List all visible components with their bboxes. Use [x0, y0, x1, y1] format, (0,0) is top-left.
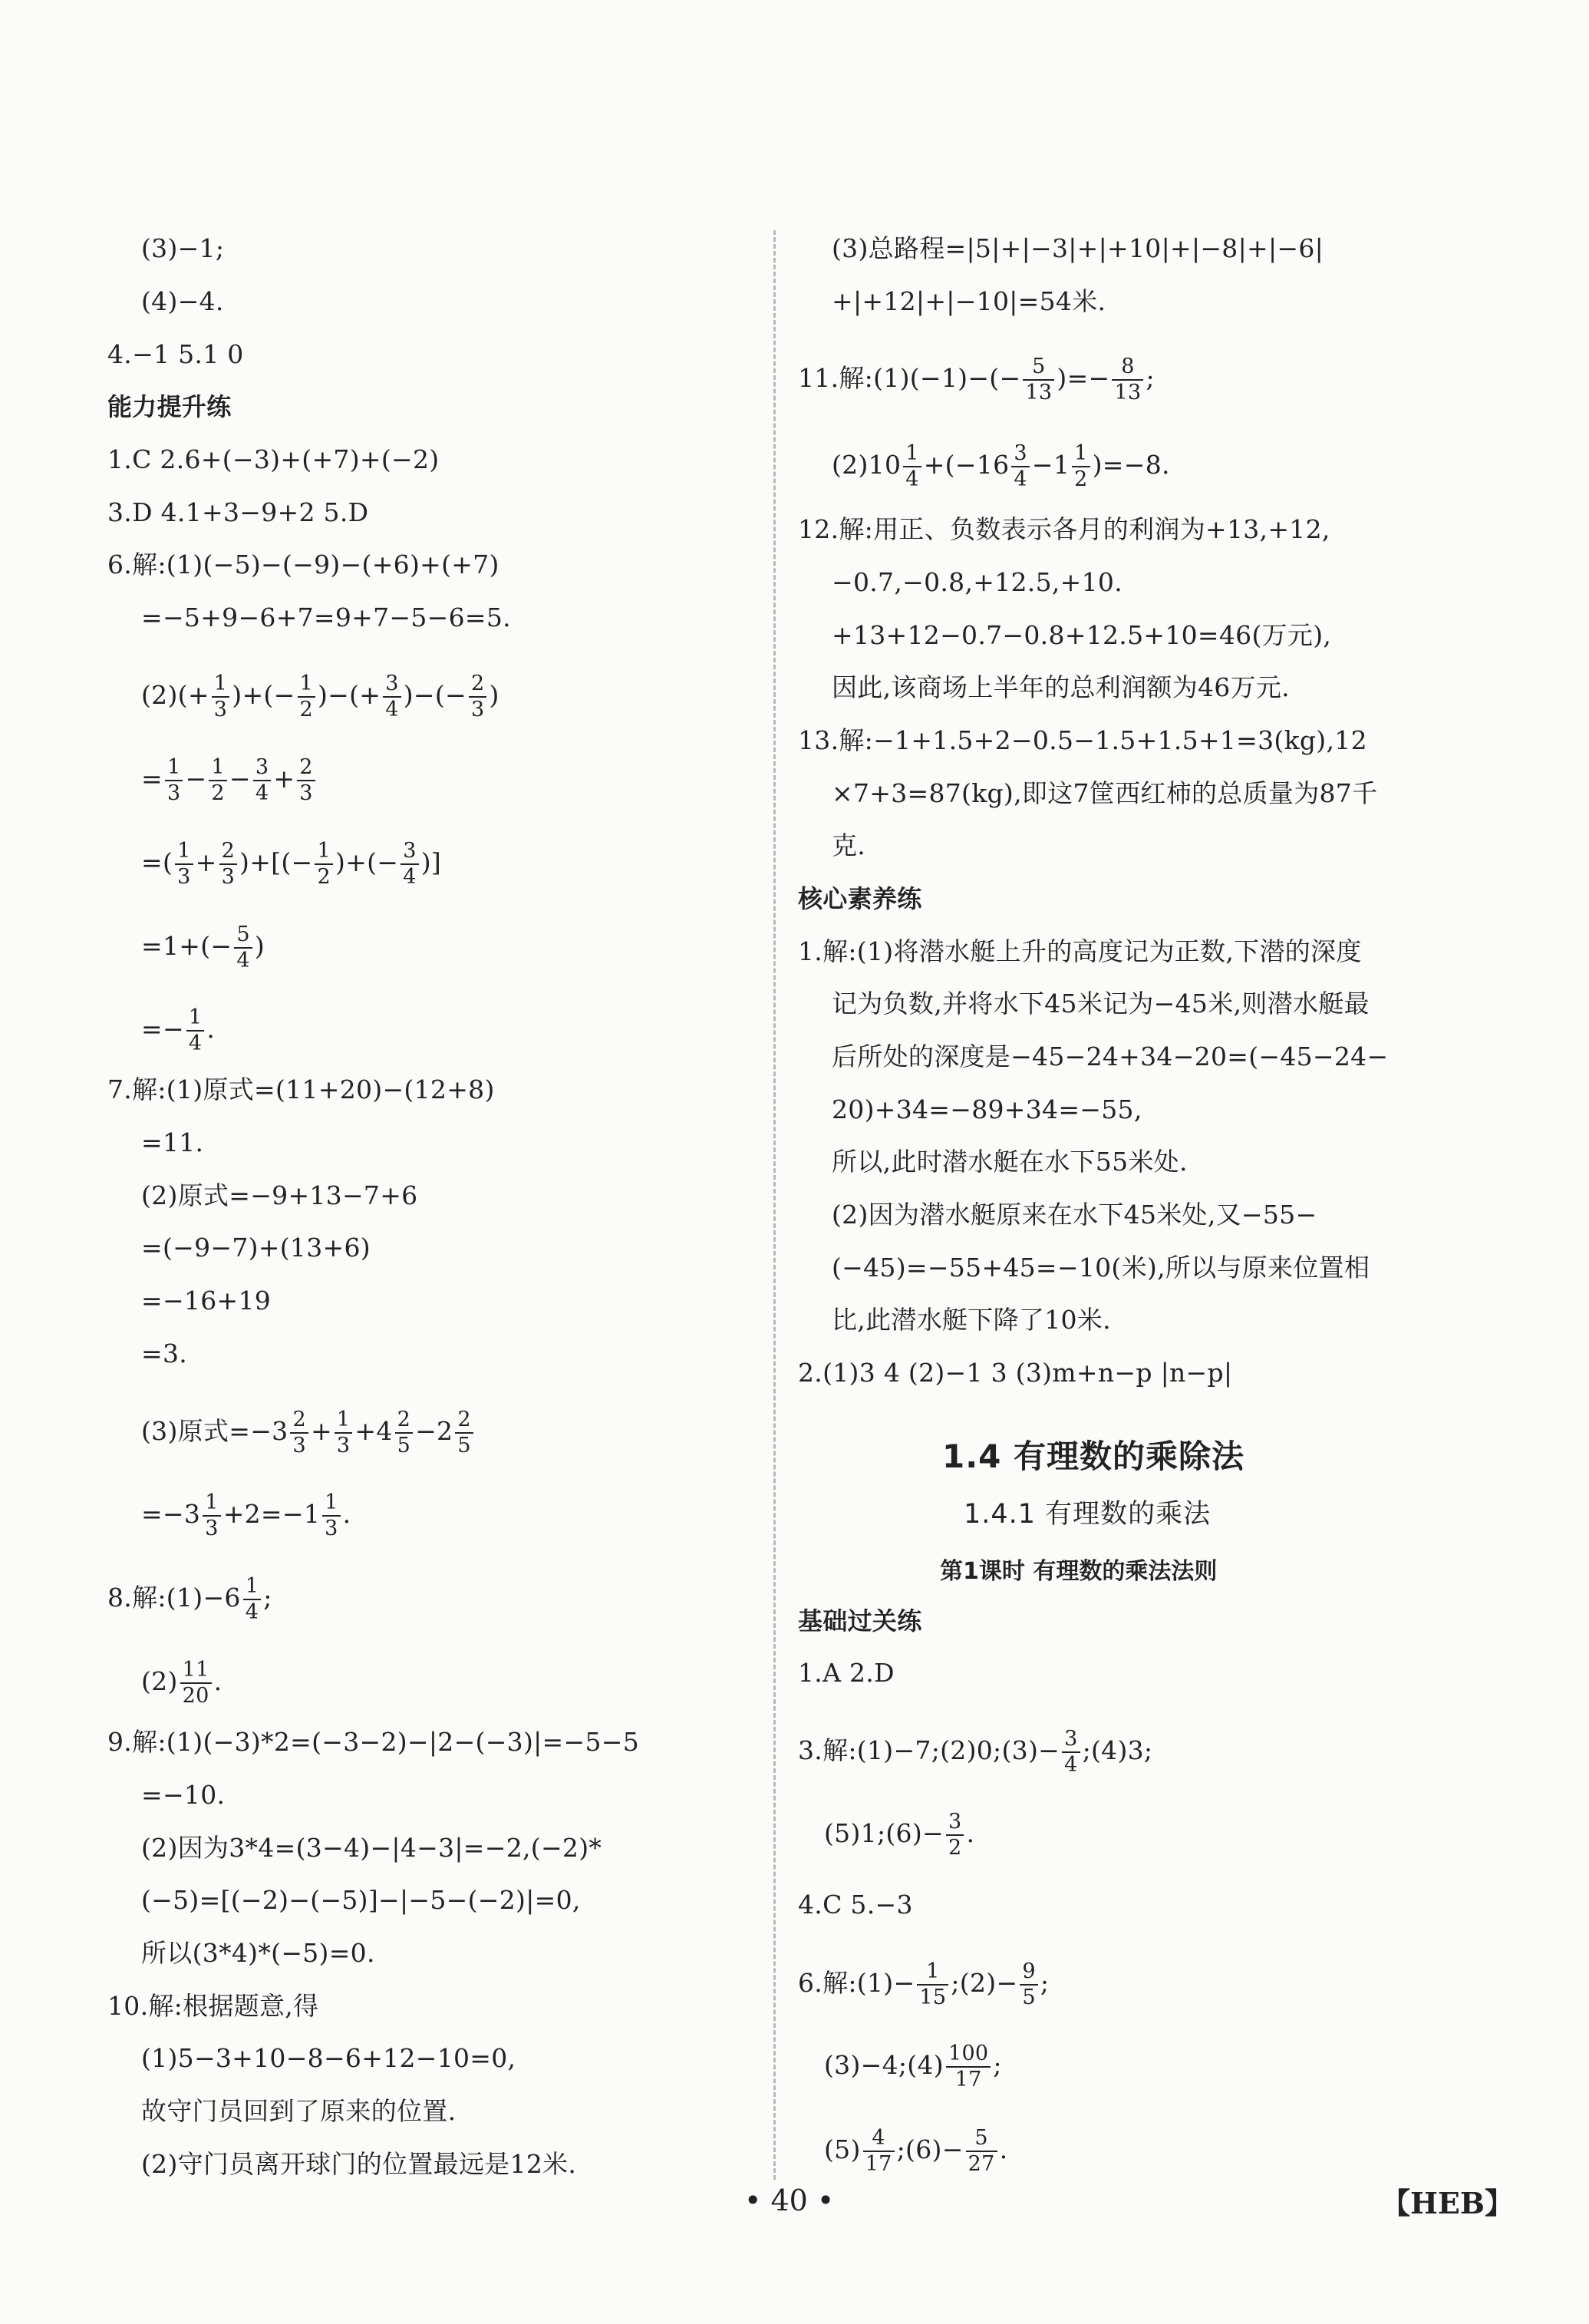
answer-line-fraction	[141, 672, 499, 721]
numerator: 1	[315, 839, 332, 865]
denominator: 3	[205, 1517, 219, 1540]
denominator: 5	[457, 1434, 471, 1457]
denominator: 3	[221, 865, 236, 889]
answer-line-fraction	[824, 1810, 975, 1860]
fraction	[322, 1490, 340, 1541]
answer-line-fraction	[141, 755, 318, 805]
text: −1	[1031, 450, 1070, 480]
text: )+[(−	[239, 847, 313, 877]
lesson-title: 第1课时 有理数的乘法法则	[940, 1558, 1218, 1585]
fraction	[165, 755, 183, 806]
answer-line-fraction	[798, 1959, 1050, 2009]
fraction	[209, 755, 226, 806]
answer-line: 因此,该商场上半年的总利润额为46万元.	[832, 672, 1290, 702]
text: −2	[415, 1416, 453, 1446]
numerator: 1	[243, 1574, 261, 1600]
denominator: 4	[403, 865, 417, 889]
numerator: 1	[903, 441, 921, 467]
answer-line-fraction	[141, 1005, 216, 1055]
text: ;	[993, 2050, 1002, 2080]
denominator: 5	[1022, 1986, 1036, 2009]
text: =	[141, 764, 163, 794]
text: .	[213, 1666, 223, 1696]
text: −	[185, 764, 207, 794]
denominator: 4	[255, 781, 269, 805]
text: .	[342, 1499, 351, 1529]
text: .	[966, 1818, 975, 1848]
text: +(−16	[923, 450, 1010, 480]
denominator: 13	[1114, 381, 1142, 404]
section-title: 1.4 有理数的乘除法	[942, 1438, 1245, 1475]
numerator: 11	[180, 1658, 212, 1684]
numerator: 5	[234, 923, 252, 949]
denominator: 17	[954, 2068, 982, 2091]
text: +2=−1	[223, 1499, 321, 1529]
numerator: 4	[863, 2126, 895, 2152]
answer-line: 1.C 2.6+(−3)+(+7)+(−2)	[107, 444, 440, 474]
section-heading: 能力提升练	[107, 392, 232, 421]
fraction	[917, 1959, 948, 2010]
denominator: 4	[905, 467, 919, 491]
answer-line: 2.(1)3 4 (2)−1 3 (3)m+n−p |n−p|	[798, 1358, 1233, 1388]
denominator: 2	[211, 781, 225, 805]
answer-line-fraction	[141, 1408, 476, 1457]
numerator: 2	[290, 1408, 308, 1434]
answer-line: =11.	[141, 1127, 204, 1157]
denominator: 2	[299, 698, 313, 721]
answer-line-fraction	[141, 839, 442, 889]
fraction	[234, 923, 252, 973]
fraction	[180, 1658, 212, 1708]
fraction	[383, 672, 401, 722]
text: (3)−4;(4)	[824, 2050, 944, 2080]
answer-line: =−16+19	[141, 1286, 272, 1316]
numerator: 5	[1023, 355, 1054, 381]
numerator: 2	[469, 672, 486, 698]
answer-line: 所以,此时潜水艇在水下55米处.	[832, 1147, 1188, 1177]
answer-line: 故守门员回到了原来的位置.	[141, 2096, 457, 2126]
numerator: 2	[455, 1408, 473, 1434]
answer-line: +|+12|+|−10|=54米.	[832, 286, 1106, 316]
text: (2)(+	[141, 680, 209, 710]
answer-line: 所以(3*4)*(−5)=0.	[141, 1938, 375, 1968]
page-number: • 40 •	[744, 2184, 835, 2217]
answer-line: =3.	[141, 1339, 188, 1368]
text: ;	[263, 1583, 272, 1613]
text: )−(−	[403, 680, 466, 710]
text: =−	[141, 1014, 184, 1044]
fraction	[297, 755, 315, 806]
fraction	[946, 2042, 991, 2092]
numerator: 3	[401, 839, 418, 865]
text: )	[254, 931, 265, 961]
text: ;	[1146, 363, 1155, 393]
numerator: 1	[175, 839, 193, 865]
denominator: 20	[182, 1684, 209, 1708]
denominator: 3	[470, 698, 485, 721]
text: (2)10	[832, 450, 902, 480]
text: (2)	[141, 1666, 178, 1696]
denominator: 4	[1064, 1753, 1078, 1777]
text: 3.解:(1)−7;(2)0;(3)−	[798, 1735, 1060, 1765]
answer-line: 13.解:−1+1.5+2−0.5−1.5+1.5+1=3(kg),12	[798, 725, 1367, 755]
answer-line-fraction	[798, 1727, 1153, 1777]
fraction	[219, 839, 237, 890]
text: )=−	[1057, 363, 1110, 393]
fraction	[315, 839, 332, 890]
text: )]	[420, 847, 442, 877]
numerator: 9	[1020, 1959, 1037, 1986]
answer-line: (4)−4.	[141, 286, 224, 316]
numerator: 3	[253, 755, 271, 781]
denominator: 15	[919, 1986, 947, 2009]
denominator: 3	[292, 1434, 306, 1457]
fraction	[395, 1408, 413, 1458]
answer-line: 记为负数,并将水下45米记为−45米,则潜水艇最	[832, 989, 1370, 1018]
denominator: 4	[245, 1600, 259, 1624]
answer-line: 9.解:(1)(−3)*2=(−3−2)−|2−(−3)|=−5−5	[107, 1727, 639, 1757]
numerator: 100	[946, 2042, 991, 2068]
answer-line: −0.7,−0.8,+12.5,+10.	[832, 567, 1123, 597]
text: ;(4)3;	[1082, 1735, 1153, 1765]
answer-line: 3.D 4.1+3−9+2 5.D	[107, 497, 369, 527]
numerator: 1	[298, 672, 315, 698]
answer-line: =−5+9−6+7=9+7−5−6=5.	[141, 602, 511, 632]
answer-line: 4.−1 5.1 0	[107, 339, 244, 369]
fraction	[290, 1408, 308, 1458]
answer-line: ×7+3=87(kg),即这7筐西红柿的总质量为87千	[832, 778, 1378, 808]
numerator: 1	[1072, 441, 1090, 467]
denominator: 3	[299, 781, 313, 805]
numerator: 3	[1062, 1727, 1080, 1753]
numerator: 1	[335, 1408, 352, 1434]
answer-line: =−10.	[141, 1780, 226, 1810]
fraction	[175, 839, 193, 890]
fraction	[186, 1005, 204, 1056]
answer-line: 12.解:用正、负数表示各月的利润为+13,+12,	[798, 514, 1330, 544]
text: .	[206, 1014, 216, 1044]
denominator: 2	[317, 865, 331, 889]
text: +	[195, 847, 217, 877]
column-divider	[773, 230, 776, 2180]
answer-line-fraction	[798, 355, 1155, 404]
text: 6.解:(1)−	[798, 1968, 915, 1998]
text: (3)原式=−3	[141, 1416, 288, 1446]
denominator: 4	[188, 1032, 203, 1055]
answer-line: (3)总路程=|5|+|−3|+|+10|+|−8|+|−6|	[832, 233, 1324, 263]
answer-line: 4.C 5.−3	[798, 1890, 913, 1920]
answer-line: 6.解:(1)(−5)−(−9)−(+6)+(+7)	[107, 550, 499, 579]
answer-line: 20)+34=−89+34=−55,	[832, 1094, 1142, 1124]
text: =−3	[141, 1499, 201, 1529]
fraction	[1112, 355, 1143, 405]
denominator: 2	[1074, 467, 1088, 491]
answer-line: (3)−1;	[141, 233, 225, 263]
answer-line-fraction	[824, 2042, 1002, 2091]
numerator: 1	[917, 1959, 948, 1986]
text: .	[999, 2134, 1008, 2164]
denominator: 3	[325, 1517, 338, 1540]
numerator: 1	[203, 1490, 220, 1517]
text: 11.解:(1)(−1)−(−	[798, 363, 1021, 393]
answer-line: 1.A 2.D	[798, 1658, 895, 1688]
answer-line: (2)守门员离开球门的位置最远是12米.	[141, 2149, 577, 2179]
answer-line: (−45)=−55+45=−10(米),所以与原来位置相	[832, 1253, 1370, 1282]
numerator: 1	[322, 1490, 340, 1517]
denominator: 2	[948, 1836, 962, 1860]
text: −	[229, 764, 251, 794]
fraction	[243, 1574, 261, 1625]
numerator: 8	[1112, 355, 1143, 381]
answer-line-fraction	[824, 2126, 1008, 2176]
fraction	[469, 672, 486, 722]
answer-line: 克.	[832, 830, 866, 860]
denominator: 3	[213, 698, 228, 721]
fraction	[203, 1490, 220, 1541]
numerator: 5	[966, 2126, 997, 2152]
denominator: 4	[236, 949, 250, 972]
answer-line: (2)原式=−9+13−7+6	[141, 1180, 418, 1210]
answer-line-fraction	[832, 441, 1170, 491]
fraction	[401, 839, 418, 890]
text: (5)	[824, 2134, 861, 2164]
answer-line: 10.解:根据题意,得	[107, 1991, 319, 2021]
answer-line: +13+12−0.7−0.8+12.5+10=46(万元),	[832, 620, 1332, 650]
fraction	[1023, 355, 1054, 405]
denominator: 27	[968, 2152, 995, 2176]
fraction	[1072, 441, 1090, 492]
answer-line-fraction	[141, 923, 265, 972]
fraction	[1020, 1959, 1037, 2010]
numerator: 1	[212, 672, 229, 698]
denominator: 3	[177, 865, 191, 889]
fraction	[253, 755, 271, 806]
denominator: 17	[865, 2152, 892, 2176]
fraction	[903, 441, 921, 492]
text: (5)1;(6)−	[824, 1818, 944, 1848]
text: +	[273, 764, 295, 794]
text: ;	[1040, 1968, 1050, 1998]
fraction	[335, 1408, 352, 1458]
fraction	[966, 2126, 997, 2177]
section-heading: 核心素养练	[798, 884, 922, 913]
fraction	[863, 2126, 895, 2177]
answer-line: (−5)=[(−2)−(−5)]−|−5−(−2)|=0,	[141, 1885, 581, 1915]
denominator: 3	[166, 781, 181, 805]
text: ;(6)−	[896, 2134, 964, 2164]
answer-line: 7.解:(1)原式=(11+20)−(12+8)	[107, 1075, 495, 1104]
answer-line: (2)因为潜水艇原来在水下45米处,又−55−	[832, 1200, 1317, 1230]
denominator: 13	[1025, 381, 1053, 404]
answer-line-fraction	[141, 1490, 351, 1540]
numerator: 3	[1011, 441, 1029, 467]
text: )	[489, 680, 499, 710]
answer-line-fraction	[141, 1658, 223, 1708]
fraction	[946, 1810, 964, 1860]
numerator: 1	[209, 755, 226, 781]
text: =1+(−	[141, 931, 232, 961]
text: 8.解:(1)−6	[107, 1583, 241, 1613]
text: =(	[141, 847, 173, 877]
answer-line: =(−9−7)+(13+6)	[141, 1233, 371, 1263]
numerator: 2	[219, 839, 237, 865]
fraction	[455, 1408, 473, 1458]
text: +4	[354, 1416, 393, 1446]
fraction	[212, 672, 229, 722]
numerator: 1	[186, 1005, 204, 1032]
answer-line: (2)因为3*4=(3−4)−|4−3|=−2,(−2)*	[141, 1833, 602, 1863]
numerator: 2	[395, 1408, 413, 1434]
book-code: 【HEB】	[1381, 2186, 1514, 2220]
answer-line: (1)5−3+10−8−6+12−10=0,	[141, 2043, 516, 2073]
denominator: 4	[1014, 467, 1027, 491]
text: )−(+	[318, 680, 381, 710]
denominator: 4	[385, 698, 399, 721]
numerator: 1	[165, 755, 183, 781]
denominator: 5	[397, 1434, 411, 1457]
numerator: 3	[946, 1810, 964, 1836]
denominator: 3	[336, 1434, 351, 1457]
answer-line: 后所处的深度是−45−24+34−20=(−45−24−	[832, 1042, 1389, 1071]
numerator: 3	[383, 672, 401, 698]
section-heading: 基础过关练	[798, 1606, 922, 1636]
text: )+(−	[335, 847, 399, 877]
answer-line: 1.解:(1)将潜水艇上升的高度记为正数,下潜的深度	[798, 936, 1362, 966]
text: +	[310, 1416, 332, 1446]
answer-line: 比,此潜水艇下降了10米.	[832, 1305, 1111, 1335]
numerator: 2	[297, 755, 315, 781]
fraction	[1062, 1727, 1080, 1778]
text: )+(−	[232, 680, 295, 710]
text: )=−8.	[1092, 450, 1170, 480]
text: ;(2)−	[951, 1968, 1018, 1998]
subsection-title: 1.4.1 有理数的乘法	[964, 1499, 1212, 1530]
fraction	[298, 672, 315, 722]
fraction	[1011, 441, 1029, 492]
answer-line-fraction	[107, 1574, 272, 1624]
